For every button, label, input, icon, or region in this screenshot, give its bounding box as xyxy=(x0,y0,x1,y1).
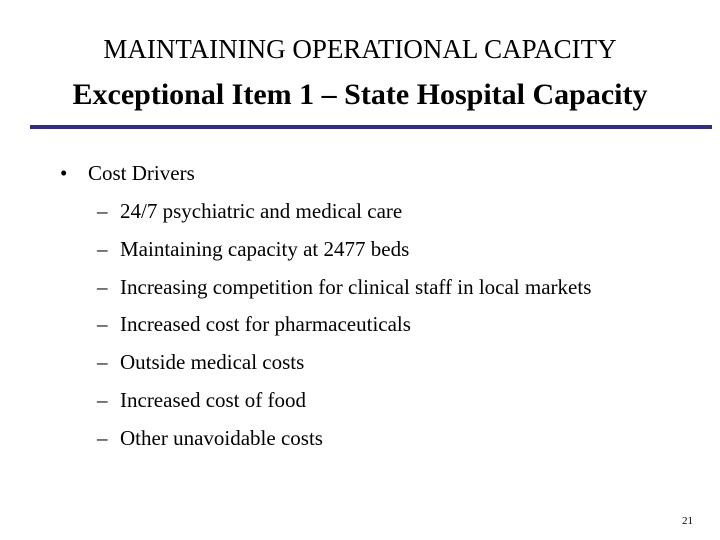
dash-marker: – xyxy=(97,274,108,299)
dash-marker: – xyxy=(97,387,108,412)
list-item xyxy=(97,423,591,461)
list-item-text: Increased cost of food xyxy=(120,387,307,412)
bullet-heading-row xyxy=(60,158,195,188)
list-item-text: Other unavoidable costs xyxy=(120,425,323,450)
dash-marker: – xyxy=(97,350,108,375)
bullet-marker: • xyxy=(60,161,68,185)
list-item xyxy=(97,272,591,310)
dash-marker: – xyxy=(97,199,108,223)
list-item xyxy=(97,347,591,385)
cost-drivers-list xyxy=(97,196,591,461)
list-item-text: Increasing competition for clinical staff in local markets xyxy=(120,274,592,299)
dash-marker: – xyxy=(97,312,108,337)
list-item-text: Outside medical costs xyxy=(120,350,305,375)
list-item xyxy=(97,385,591,423)
page-number: 21 xyxy=(682,515,693,527)
list-item xyxy=(97,234,591,272)
slide-subtitle: Exceptional Item 1 – State Hospital Capacity xyxy=(72,78,648,111)
slide-title: MAINTAINING OPERATIONAL CAPACITY xyxy=(103,34,617,64)
dash-marker: – xyxy=(97,425,108,450)
bullet-heading: Cost Drivers xyxy=(88,161,195,185)
list-item xyxy=(97,196,591,234)
dash-marker: – xyxy=(97,236,108,261)
list-item xyxy=(97,309,591,347)
list-item-text: 24/7 psychiatric and medical care xyxy=(120,199,403,223)
title-divider xyxy=(30,125,712,129)
list-item-text: Maintaining capacity at 2477 beds xyxy=(120,236,410,261)
list-item-text: Increased cost for pharmaceuticals xyxy=(120,312,411,337)
